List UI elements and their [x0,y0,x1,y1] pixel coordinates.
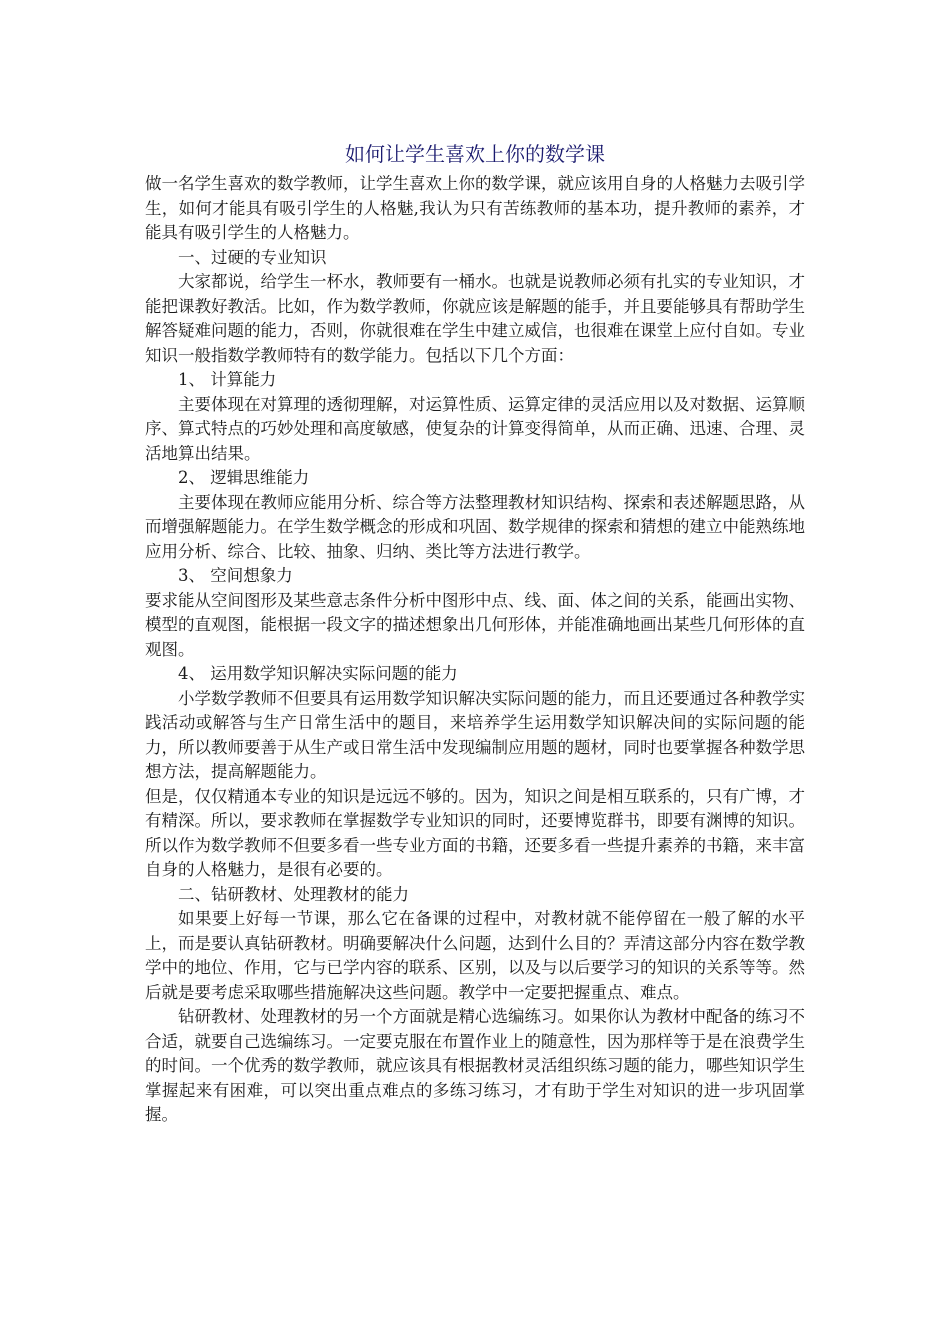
intro-paragraph: 做一名学生喜欢的数学教师，让学生喜欢上你的数学课，就应该用自身的人格魅力去吸引学生，如何才能具有吸引学生的人格魅,我认为只有苦练教师的基本功，提升教师的素养，才能具有吸引学生的人格魅力。 [145,174,805,242]
list-item-3: 3、 空间想象力 [178,566,293,585]
section-heading-1: 一、过硬的专业知识 [178,247,327,267]
body-paragraph: 要求能从空间图形及某些意志条件分析中图形中点、线、面、体之间的关系，能画出实物、模型的直观图，能根据一段文字的描述想象出几何形体，并能准确地画出某些几何形体的直观图。 [145,590,805,659]
document-page [145,132,805,1128]
list-item-4: 4、 运用数学知识解决实际问题的能力 [178,664,458,683]
body-paragraph: 但是，仅仅精通本专业的知识是远远不够的。因为，知识之间是相互联系的，只有广博，才有精深。所以，要求教师在掌握数学专业知识的同时，还要博览群书，即要有渊博的知识。所以作为数学教师不但要多看一些专业方面的书籍，还要多看一些提升素养的书籍，来丰富自身的人格魅力，是很有必要的。 [145,786,805,879]
body-paragraph: 小学数学教师不但要具有运用数学知识解决实际问题的能力，而且还要通过各种教学实践活动或解答与生产日常生活中的题目，来培养学生运用数学知识解决间的实际问题的能力，所以教师要善于从生产或日常生活中发现编制应用题的题材，同时也要掌握各种数学思想方法，提高解题能力。 [145,688,805,781]
document-title: 如何让学生喜欢上你的数学课 [345,142,605,166]
section-heading-2: 二、钻研教材、处理教材的能力 [178,884,409,904]
body-paragraph: 钻研教材、处理教材的另一个方面就是精心选编练习。如果你认为教材中配备的练习不合适，就要自己选编练习。一定要克服在布置作业上的随意性，因为那样等于是在浪费学生的时间。一个优秀的数学教师，就应该具有根据教材灵活组织练习题的能力，哪些知识学生掌握起来有困难，可以突出重点难点的多练习练习，才有助于学生对知识的进一步巩固掌握。 [145,1007,805,1124]
list-item-2: 2、 逻辑思维能力 [178,468,310,487]
body-paragraph: 大家都说，给学生一杯水，教师要有一桶水。也就是说教师必须有扎实的专业知识，才能把课教好教活。比如，作为数学教师，你就应该是解题的能手，并且要能够具有帮助学生解答疑难问题的能力，否则，你就很难在学生中建立威信，也很难在课堂上应付自如。专业知识一般指数学教师特有的数学能力。包括以下几个方面： [145,272,805,365]
list-item-1: 1、 计算能力 [178,370,277,389]
body-paragraph: 如果要上好每一节课，那么它在备课的过程中，对教材就不能停留在一般了解的水平上，而是要认真钻研教材。明确要解决什么问题，达到什么目的？弄清这部分内容在数学教学中的地位、作用，它与已学内容的联系、区别，以及与以后要学习的知识的关系等等。然后就是要考虑采取哪些措施解决这些问题。教学中一定要把握重点、难点。 [145,909,805,1002]
body-paragraph: 主要体现在教师应能用分析、综合等方法整理教材知识结构、探索和表述解题思路，从而增强解题能力。在学生数学概念的形成和巩固、数学规律的探索和猜想的建立中能熟练地应用分析、综合、比较、抽象、归纳、类比等方法进行教学。 [145,492,805,561]
body-paragraph: 主要体现在对算理的透彻理解，对运算性质、运算定律的灵活应用以及对数据、运算顺序、算式特点的巧妙处理和高度敏感，使复杂的计算变得简单，从而正确、迅速、合理、灵活地算出结果。 [145,394,805,463]
